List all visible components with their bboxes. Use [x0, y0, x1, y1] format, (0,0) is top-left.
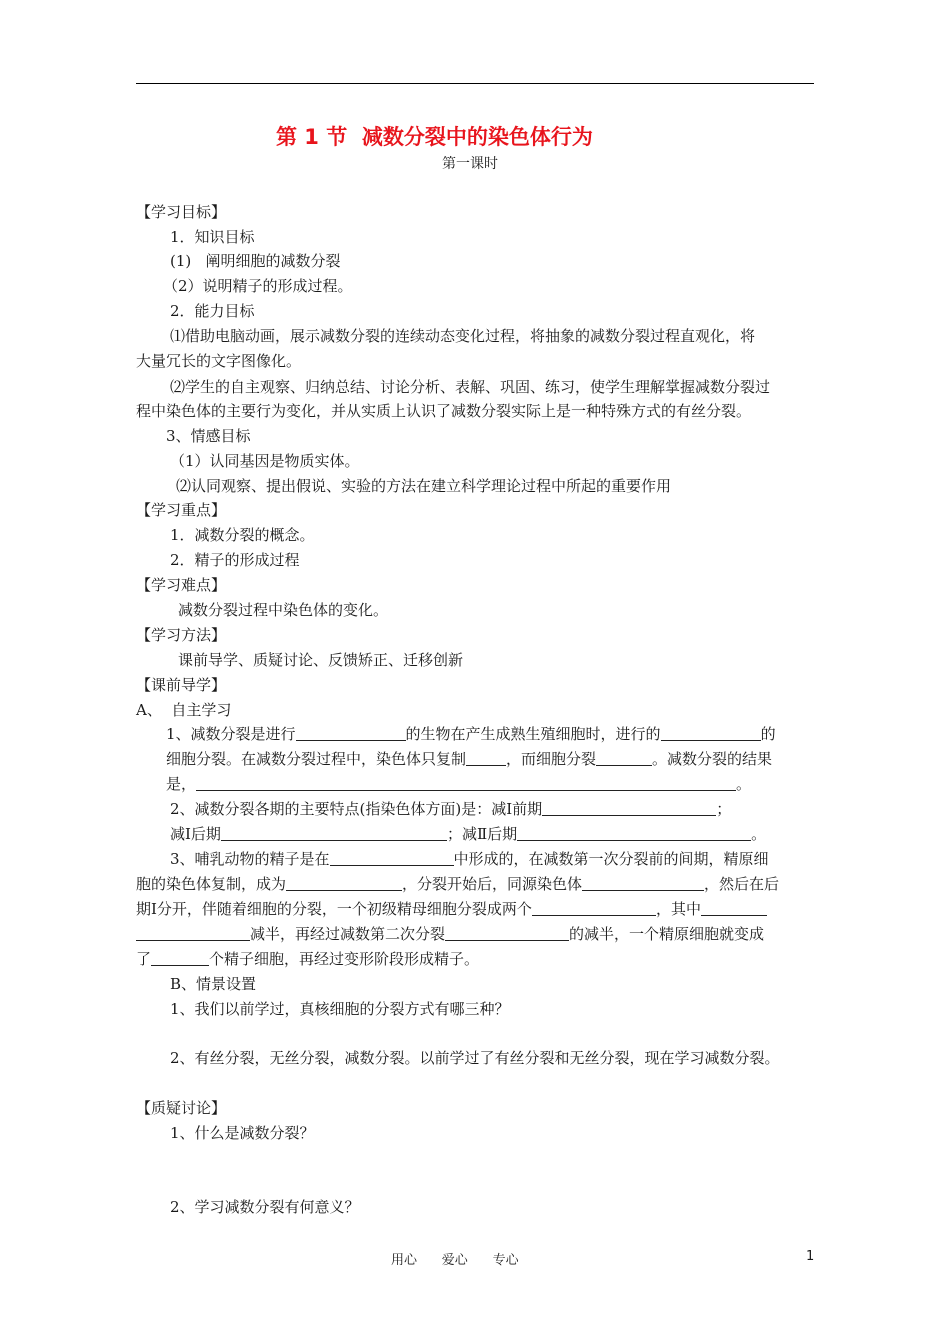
- header-rule: [136, 83, 814, 84]
- ability-goal-title: 2．能力目标: [170, 302, 255, 320]
- scenario-question-1: 1、我们以前学过，真核细胞的分裂方式有哪三种？: [170, 1000, 510, 1018]
- page-title: 第 1 节 减数分裂中的染色体行为: [276, 125, 593, 149]
- answer-blank[interactable]: [532, 901, 656, 916]
- answer-blank[interactable]: [296, 726, 406, 741]
- emotion-goal-2: ⑵认同观察、提出假说、实验的方法在建立科学理论过程中所起的重要作用: [176, 477, 672, 495]
- objectives-heading: 【学习目标】: [136, 203, 227, 221]
- knowledge-goal-1: (1) 阐明细胞的减数分裂: [170, 252, 341, 270]
- answer-blank[interactable]: [517, 826, 751, 841]
- answer-blank[interactable]: [196, 776, 736, 791]
- answer-blank[interactable]: [661, 726, 761, 741]
- question-1-line3: 是， 。: [166, 775, 752, 793]
- answer-blank[interactable]: [221, 826, 447, 841]
- key-point-1: 1．减数分裂的概念。: [170, 526, 315, 544]
- answer-blank[interactable]: [582, 876, 704, 891]
- page-number: 1: [806, 1249, 815, 1264]
- question-3-line1: 3、哺乳动物的精子是在 中形成的，在减数第一次分裂前的间期，精原细: [170, 850, 769, 868]
- methods-heading: 【学习方法】: [136, 626, 227, 644]
- difficulty-1: 减数分裂过程中染色体的变化。: [178, 601, 389, 619]
- question-3-line3: 期Ⅰ分开，伴随着细胞的分裂，一个初级精母细胞分裂成两个 ，其中: [136, 899, 767, 919]
- ability-goal-1-line1: ⑴借助电脑动画，展示减数分裂的连续动态变化过程，将抽象的减数分裂过程直观化，将: [170, 327, 756, 345]
- discussion-heading: 【质疑讨论】: [136, 1099, 227, 1117]
- knowledge-goal-2: （2）说明精子的形成过程。: [163, 277, 353, 295]
- question-3-line5: 了 个精子细胞，再经过变形阶段形成精子。: [136, 950, 480, 968]
- footer-motto: 用心 爱心 专心: [391, 1253, 519, 1268]
- key-point-2: 2．精子的形成过程: [170, 551, 300, 569]
- scenario-answer-2: 2、有丝分裂，无丝分裂，减数分裂。以前学过了有丝分裂和无丝分裂，现在学习减数分裂。: [170, 1049, 780, 1067]
- ability-goal-2-line1: ⑵学生的自主观察、归纳总结、讨论分析、表解、巩固、练习，使学生理解掌握减数分裂过: [170, 378, 771, 396]
- answer-blank[interactable]: [701, 901, 767, 916]
- answer-blank[interactable]: [542, 801, 716, 816]
- question-1-line2: 细胞分裂。在减数分裂过程中，染色体只复制 ，而细胞分裂 。减数分裂的结果: [166, 750, 773, 768]
- scenario-title: B、情景设置: [170, 975, 257, 993]
- discussion-question-1: 1、什么是减数分裂？: [170, 1124, 315, 1142]
- answer-blank[interactable]: [330, 851, 454, 866]
- question-2-line1: 2、减数分裂各期的主要特点(指染色体方面)是：减Ⅰ前期 ；: [170, 800, 732, 818]
- question-3-line2: 胞的染色体复制，成为 ，分裂开始后，同源染色体 ，然后在后: [136, 875, 780, 893]
- question-3-line4: 减半，再经过减数第二次分裂 的减半，一个精原细胞就变成: [136, 924, 764, 944]
- answer-blank[interactable]: [466, 751, 506, 766]
- difficulties-heading: 【学习难点】: [136, 576, 227, 594]
- knowledge-goal-title: 1．知识目标: [170, 228, 255, 246]
- ability-goal-1-line2: 大量冗长的文字图像化。: [136, 352, 302, 370]
- emotion-goal-1: （1）认同基因是物质实体。: [170, 452, 360, 470]
- discussion-question-2: 2、学习减数分裂有何意义？: [170, 1198, 360, 1216]
- question-2-line2: 减Ⅰ后期 ；减Ⅱ后期 。: [170, 825, 767, 843]
- answer-blank[interactable]: [136, 926, 250, 941]
- key-points-heading: 【学习重点】: [136, 501, 227, 519]
- answer-blank[interactable]: [596, 751, 652, 766]
- question-1-line1: 1、减数分裂是进行 的生物在产生成熟生殖细胞时，进行的 的: [166, 725, 776, 743]
- answer-blank[interactable]: [286, 876, 402, 891]
- self-study-title: A、 自主学习: [136, 701, 232, 719]
- preview-heading: 【课前导学】: [136, 676, 227, 694]
- page-subtitle: 第一课时: [442, 156, 498, 172]
- ability-goal-2-line2: 程中染色体的主要行为变化，并从实质上认识了减数分裂实际上是一种特殊方式的有丝分裂。: [136, 402, 752, 420]
- emotion-goal-title: 3、情感目标: [166, 427, 251, 445]
- answer-blank[interactable]: [445, 926, 569, 941]
- answer-blank[interactable]: [151, 951, 209, 966]
- method-1: 课前导学、质疑讨论、反馈矫正、迁移创新: [178, 651, 464, 669]
